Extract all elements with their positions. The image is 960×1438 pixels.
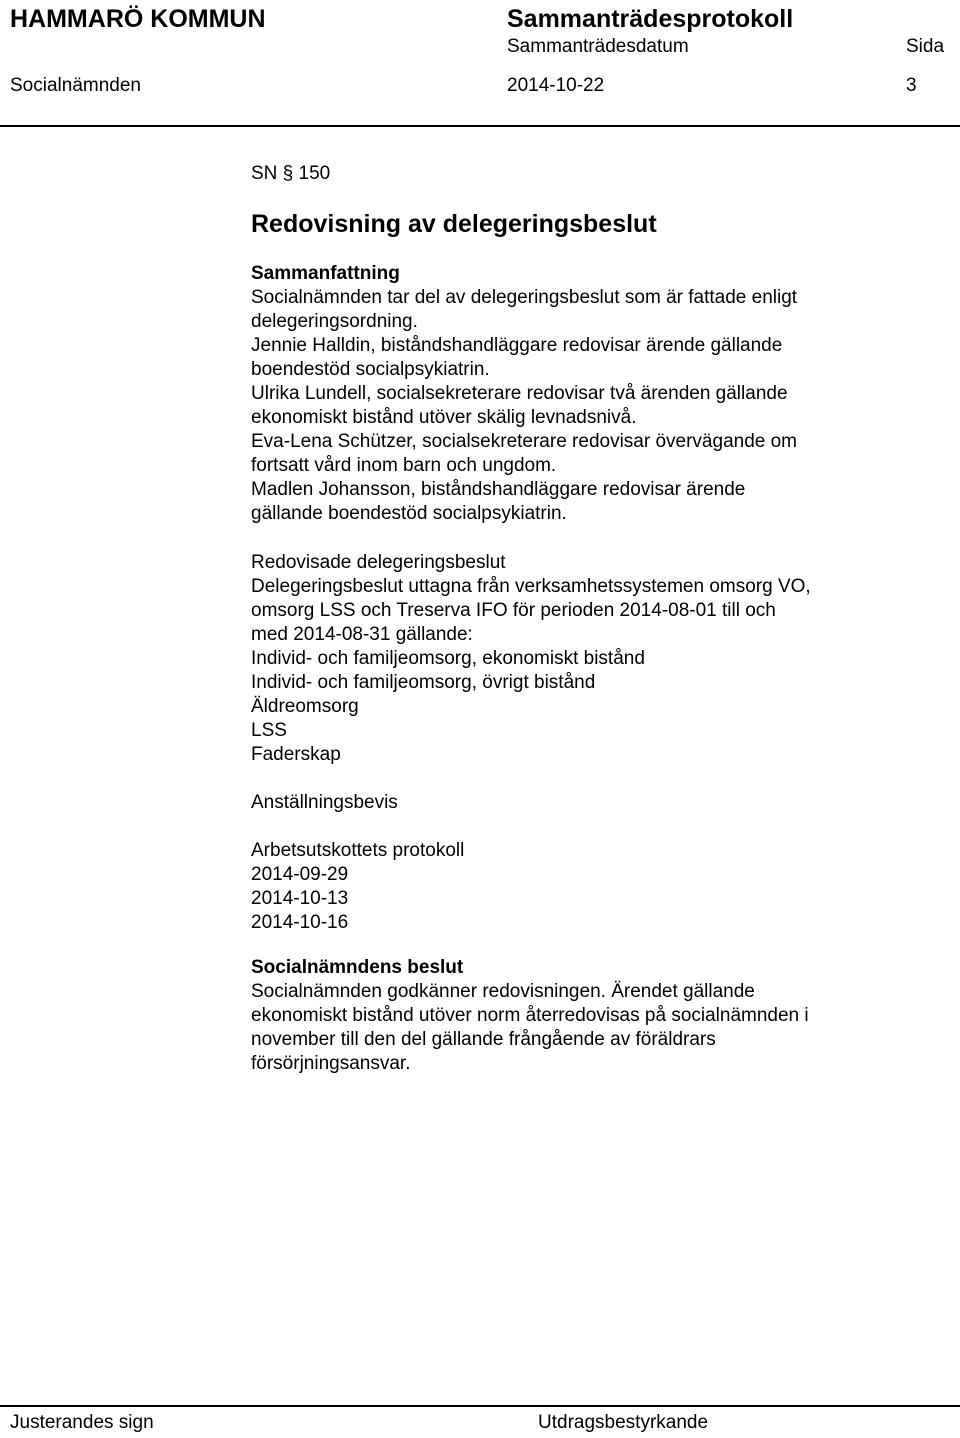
reported-line: Individ- och familjeomsorg, ekonomiskt bistånd (251, 648, 645, 669)
summary-line: Socialnämnden tar del av delegeringsbeslut som är fattade enligt (251, 287, 798, 308)
case-title: Redovisning av delegeringsbeslut (251, 210, 657, 238)
reported-line: Faderskap (251, 744, 341, 765)
reported-line: Individ- och familjeomsorg, övrigt bistånd (251, 672, 596, 693)
decision-heading: Socialnämndens beslut (251, 957, 464, 978)
committee-name: Socialnämnden (10, 75, 141, 96)
decision-line: ekonomiskt bistånd utöver norm återredovisas på socialnämnden i (251, 1005, 809, 1026)
reported-line: med 2014-08-31 gällande: (251, 624, 473, 645)
meeting-date-label: Sammanträdesdatum (507, 36, 689, 57)
decision-section (251, 956, 891, 1076)
protocol-date: 2014-09-29 (251, 864, 349, 885)
meeting-date: 2014-10-22 (507, 75, 605, 96)
summary-line: Madlen Johansson, biståndshandläggare redovisar ärende (251, 479, 746, 500)
reported-decisions-section (251, 551, 891, 935)
summary-line: Eva-Lena Schützer, socialsekreterare redovisar övervägande om (251, 431, 798, 452)
summary-heading: Sammanfattning (251, 263, 400, 284)
summary-line: fortsatt vård inom barn och ungdom. (251, 455, 557, 476)
summary-section (251, 262, 891, 526)
adjusters-sign-label: Justerandes sign (10, 1412, 154, 1433)
summary-line: ekonomiskt bistånd utöver skälig levnadsnivå. (251, 407, 637, 428)
summary-line: boendestöd socialpsykiatrin. (251, 359, 490, 380)
case-number: SN § 150 (251, 163, 331, 184)
summary-line: delegeringsordning. (251, 311, 418, 332)
reported-line: Delegeringsbeslut uttagna från verksamhetssystemen omsorg VO, (251, 576, 811, 597)
summary-line: Jennie Halldin, biståndshandläggare redovisar ärende gällande (251, 335, 783, 356)
decision-line: försörjningsansvar. (251, 1053, 411, 1074)
reported-decisions-heading: Redovisade delegeringsbeslut (251, 552, 506, 573)
page-number: 3 (906, 75, 917, 96)
extract-certifying-label: Utdragsbestyrkande (538, 1412, 709, 1433)
summary-line: gällande boendestöd socialpsykiatrin. (251, 503, 567, 524)
document-type: Sammanträdesprotokoll (507, 5, 794, 33)
reported-line: Äldreomsorg (251, 696, 359, 717)
decision-line: november till den del gällande frångående av föräldrars (251, 1029, 716, 1050)
reported-line: LSS (251, 720, 287, 741)
footer-divider (0, 1405, 960, 1407)
employment-certificate: Anställningsbevis (251, 792, 398, 813)
header-divider (0, 125, 960, 127)
protocol-date: 2014-10-16 (251, 912, 349, 933)
municipality-name: HAMMARÖ KOMMUN (10, 5, 266, 33)
protocol-date: 2014-10-13 (251, 888, 349, 909)
summary-line: Ulrika Lundell, socialsekreterare redovisar två ärenden gällande (251, 383, 788, 404)
reported-line: omsorg LSS och Treserva IFO för perioden 2014-08-01 till och (251, 600, 776, 621)
decision-line: Socialnämnden godkänner redovisningen. Ärendet gällande (251, 981, 755, 1002)
committee-protocol-heading: Arbetsutskottets protokoll (251, 840, 465, 861)
page-label: Sida (906, 36, 945, 57)
